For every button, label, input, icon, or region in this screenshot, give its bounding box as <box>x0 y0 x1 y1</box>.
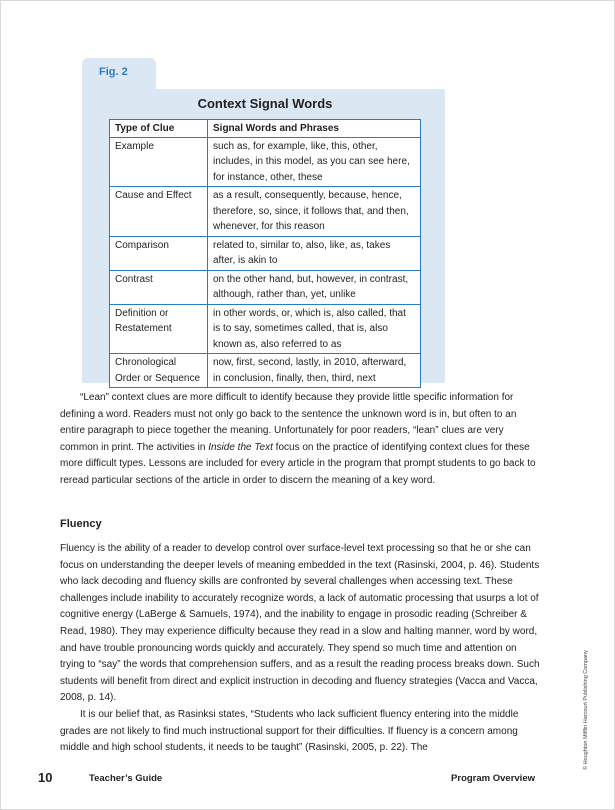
table-row <box>110 236 421 270</box>
footer-section-label: Program Overview <box>451 773 535 784</box>
clue-type-line: Comparison <box>115 239 169 251</box>
signal-words-cell <box>208 270 421 304</box>
clue-type-line: Contrast <box>115 273 153 285</box>
signal-words-cell <box>208 137 421 187</box>
table-row <box>110 304 421 354</box>
table-header-row <box>110 120 421 138</box>
signal-words-line: is to say, sometimes called, that is, also <box>213 323 388 334</box>
header-type-of-clue: Type of Clue <box>110 120 208 138</box>
clue-type-line: Chronological <box>115 357 177 368</box>
clue-type-cell <box>110 236 208 270</box>
clue-type-cell <box>110 354 208 388</box>
footer-guide-label: Teacher’s Guide <box>89 773 163 784</box>
clue-type-line: Restatement <box>115 323 172 334</box>
program-title-italic: Inside the Text <box>208 441 273 453</box>
clue-type-line: Order or Sequence <box>115 372 201 384</box>
fluency-paragraph-1: Fluency is the ability of a reader to develop control over surface-level text processing so that he or she can focus on understanding the deeper levels of meaning embedded in the text (Rasinski, 2004, p. 46). Students who lack decoding and fluency skills are confronted by several challenges when accessing text. These challenges include inability to accurately recognize words, a lack of automatic processing that usurps a lot of cognitive energy (LaBerge & Samuels, 1974), and the inability to engage in prosodic reading (Schreiber & Read, 1980). They may experience difficulty because they read in a slow and halting manner, word by word, and have trouble pronouncing words quickly and accurately. They spend so much time and attention on trying to “say” the words that comprehension suffers, and as a result the reading process breaks down. Such students will benefit from direct and explicit instruction in decoding and fluency strategies (Vacca and Vacca, 2008, p. 14). <box>60 543 540 704</box>
signal-words-table <box>109 119 421 388</box>
signal-words-line: after, is akin to <box>213 255 278 266</box>
fluency-section <box>60 541 540 757</box>
signal-words-cell <box>208 304 421 354</box>
signal-words-line: related to, similar to, also, like, as, takes <box>213 239 391 251</box>
fluency-paragraph-2: It is our belief that, as Rasinksi states, “Students who lack sufficient fluency entering into the middle grades are not likely to find much instructional support for their difficulties. If fluency is a concern among middle and high school students, it needs to be taught” (Rasinski, 2005, p. 22). The <box>60 708 519 754</box>
signal-words-line: whenever, for this reason <box>213 221 325 232</box>
lean-text-after: focus on the practice of identifying context clues for these more difficult types. Lessons are included for every article in the program that prompt students to go back to reread particular sections of the article in order to discern the meaning of a key word. <box>60 441 536 486</box>
signal-words-line: on the other hand, but, however, in contrast, <box>213 273 409 285</box>
signal-words-cell <box>208 187 421 237</box>
clue-type-cell <box>110 304 208 354</box>
signal-words-line: for instance, other, these <box>213 171 323 183</box>
clue-type-cell <box>110 187 208 237</box>
lean-clues-section <box>60 390 540 490</box>
signal-words-line: although, rather than, yet, unlike <box>213 289 356 300</box>
page-number: 10 <box>38 770 53 785</box>
signal-words-cell <box>208 354 421 388</box>
table-row <box>110 187 421 237</box>
clue-type-line: Cause and Effect <box>115 190 192 201</box>
copyright-credit: © Houghton Mifflin Harcourt Publishing Company <box>583 650 589 770</box>
signal-words-line: as a result, consequently, because, hence, <box>213 190 402 201</box>
signal-words-line: such as, for example, like, this, other, <box>213 140 378 152</box>
clue-type-line: Example <box>115 140 154 152</box>
figure-label: Fig. 2 <box>99 66 128 78</box>
signal-words-line: therefore, so, since, it follows that, and then, <box>213 205 409 217</box>
clue-type-line: Definition or <box>115 307 169 319</box>
clue-type-cell <box>110 137 208 187</box>
signal-words-line: in conclusion, finally, then, third, next <box>213 372 376 384</box>
clue-type-cell <box>110 270 208 304</box>
fluency-heading: Fluency <box>60 518 102 530</box>
lean-clues-paragraph <box>60 390 540 490</box>
signal-words-line: now, first, second, lastly, in 2010, afterward, <box>213 357 407 368</box>
header-signal-words: Signal Words and Phrases <box>208 120 421 138</box>
table-row <box>110 137 421 187</box>
signal-words-line: includes, in this model, as you can see here, <box>213 156 410 167</box>
signal-words-cell <box>208 236 421 270</box>
table-row <box>110 354 421 388</box>
signal-words-line: known as, also referred to as <box>213 338 342 350</box>
lean-text-before: “Lean” context clues are more difficult to identify because they provide little specific information for defining a word. Readers must not only go back to the sentence the unknown word is in, but often to an entire paragraph to piece together the meaning. Unfortunately for poor readers, “lean” clues are very common in print. The activities in <box>60 392 517 453</box>
table-row <box>110 270 421 304</box>
figure-title: Context Signal Words <box>197 96 333 111</box>
signal-words-line: in other words, or, which is, also called, that <box>213 307 406 319</box>
